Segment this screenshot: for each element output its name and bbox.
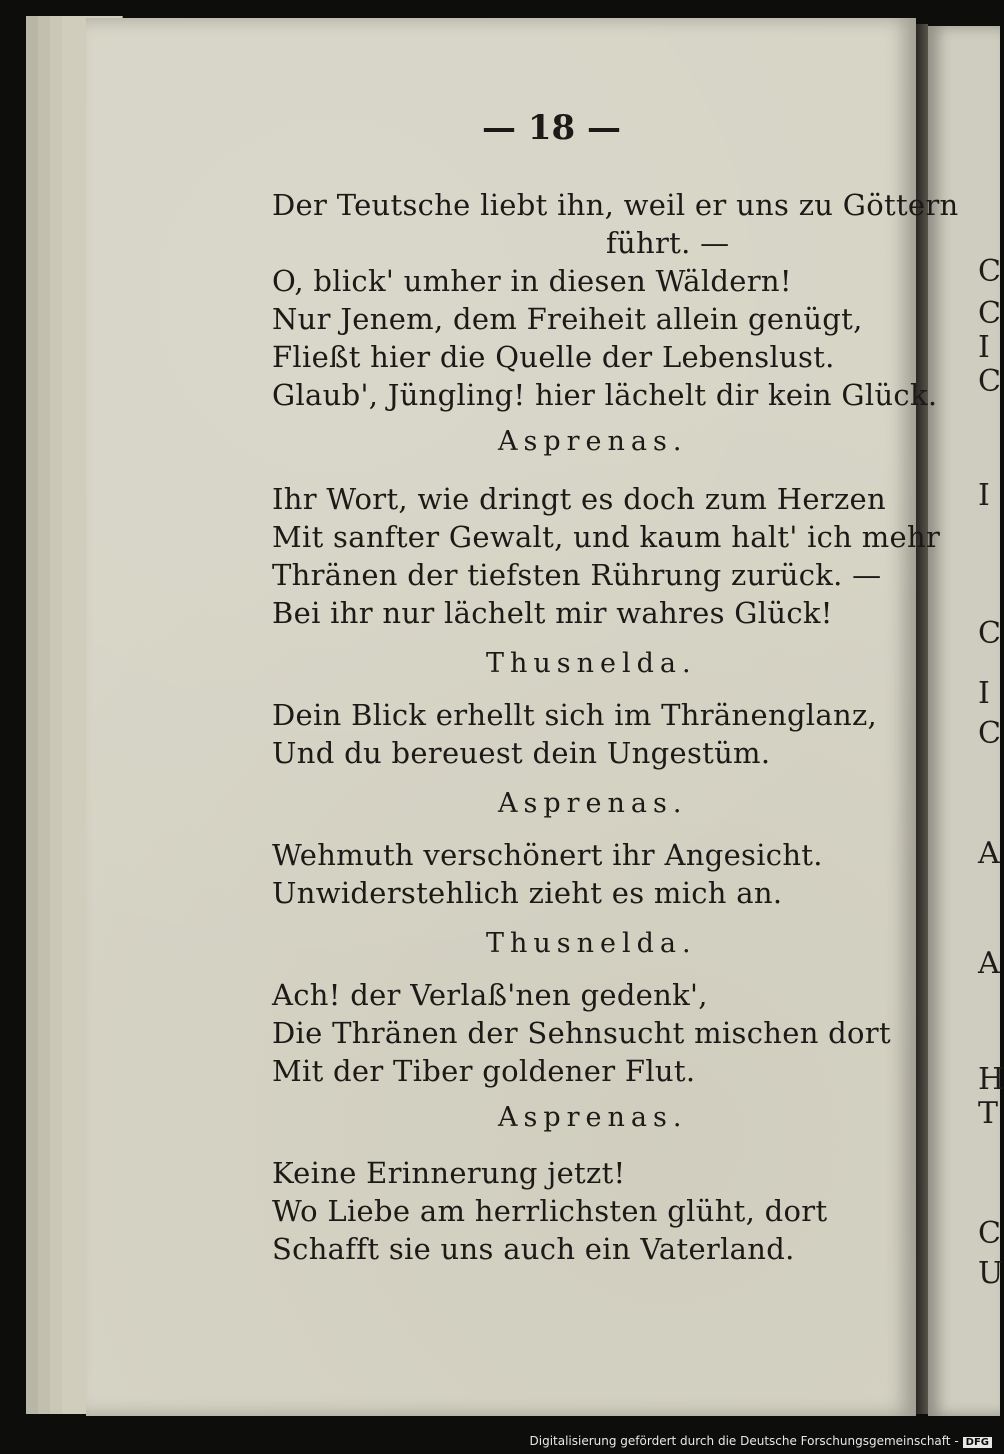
speaker-name: Thusnelda. xyxy=(486,928,697,959)
verse-line: Die Thränen der Sehnsucht mischen dort xyxy=(272,1016,891,1050)
facing-letter: T xyxy=(978,1096,999,1131)
page-number: — 18 — xyxy=(482,108,621,148)
facing-letter: I xyxy=(978,676,990,711)
verse-line: Mit sanfter Gewalt, und kaum halt' ich mehr xyxy=(272,520,941,554)
verse-line: Mit der Tiber goldener Flut. xyxy=(272,1054,696,1088)
credit-text: Digitalisierung gefördert durch die Deutsche Forschungsgemeinschaft - xyxy=(529,1434,959,1448)
facing-letter: C xyxy=(978,616,1001,651)
facing-page-edge xyxy=(928,26,1004,1416)
verse-line: führt. — xyxy=(606,226,730,260)
verse-line: Dein Blick erhellt sich im Thränenglanz, xyxy=(272,698,878,732)
facing-letter: C xyxy=(978,254,1001,289)
verse-line: Keine Erinnerung jetzt! xyxy=(272,1156,626,1190)
verse-line: Ihr Wort, wie dringt es doch zum Herzen xyxy=(272,482,886,516)
verse-line: Ach! der Verlaß'nen gedenk', xyxy=(272,978,708,1012)
facing-letter: I xyxy=(978,330,990,365)
verse-line: Unwiderstehlich zieht es mich an. xyxy=(272,876,783,910)
verse-line: Und du bereuest dein Ungestüm. xyxy=(272,736,771,770)
speaker-name: Thusnelda. xyxy=(486,648,697,679)
verse-line: Nur Jenem, dem Freiheit allein genügt, xyxy=(272,302,863,336)
verse-line: Glaub', Jüngling! hier lächelt dir kein Glück. xyxy=(272,378,938,412)
facing-letter: A xyxy=(978,836,1000,871)
verse-line: Thränen der tiefsten Rührung zurück. — xyxy=(272,558,882,592)
facing-letter: H xyxy=(978,1062,1004,1097)
verse-line: Bei ihr nur lächelt mir wahres Glück! xyxy=(272,596,833,630)
facing-letter: I xyxy=(978,478,990,513)
facing-letter: U xyxy=(978,1256,1004,1291)
dfg-logo: DFG xyxy=(963,1437,992,1448)
facing-letter: A xyxy=(978,946,1000,981)
facing-letter: C xyxy=(978,716,1001,751)
digitization-credit xyxy=(530,1434,993,1448)
facing-letter: C xyxy=(978,364,1001,399)
verse-line: Wehmuth verschönert ihr Angesicht. xyxy=(272,838,823,872)
facing-letter: C xyxy=(978,296,1001,331)
speaker-name: Asprenas. xyxy=(498,426,688,457)
book-gutter xyxy=(916,24,928,1414)
verse-line: Der Teutsche liebt ihn, weil er uns zu Göttern xyxy=(272,188,959,222)
facing-letter: C xyxy=(978,1216,1001,1251)
speaker-name: Asprenas. xyxy=(498,1102,688,1133)
verse-line: Fließt hier die Quelle der Lebenslust. xyxy=(272,340,835,374)
verse-line: Schafft sie uns auch ein Vaterland. xyxy=(272,1232,795,1266)
verse-line: Wo Liebe am herrlichsten glüht, dort xyxy=(272,1194,828,1228)
speaker-name: Asprenas. xyxy=(498,788,688,819)
verse-line: O, blick' umher in diesen Wäldern! xyxy=(272,264,792,298)
